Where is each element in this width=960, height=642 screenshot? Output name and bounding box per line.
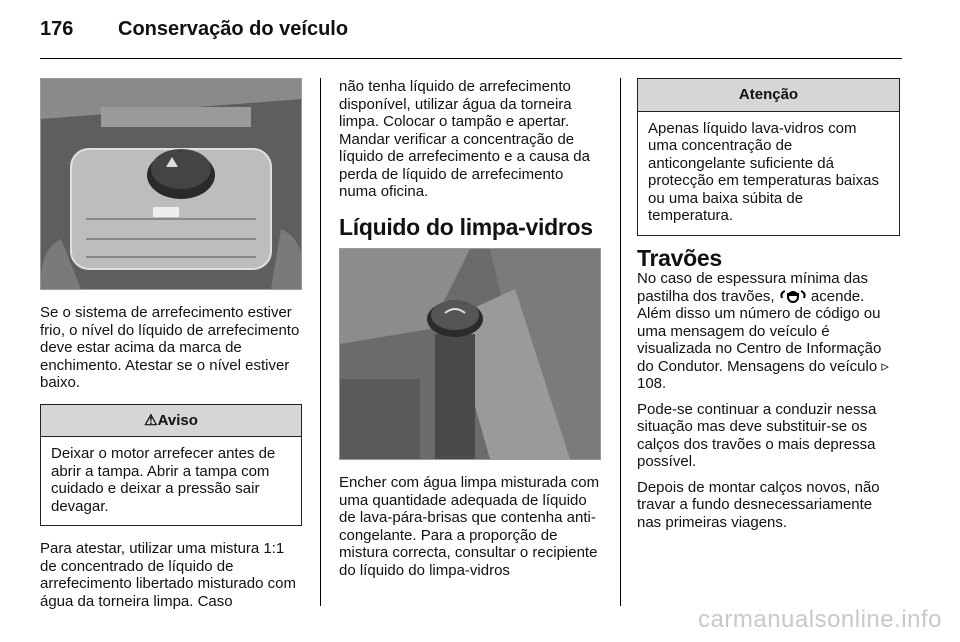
coolant-reservoir-illustration xyxy=(41,79,302,289)
notice-title: Atenção xyxy=(638,79,899,112)
brake-pad-text: No caso de espessura mínima das pastilha dos travões, acende. Além disso um número de código ou uma mensagem do veículo é visualizada no Centro de Informação do Condutor. Mensagens do veículo ▹ 108. xyxy=(637,270,889,392)
coolant-reservoir-figure xyxy=(40,78,302,290)
column-divider-1 xyxy=(320,78,321,606)
column-1 xyxy=(40,78,302,618)
watermark: carmanualsonline.info xyxy=(698,606,942,633)
column-3 xyxy=(637,78,900,539)
notice-body: Apenas líquido lava-vidros com uma concentração de anticongelante suficiente dá protecção em temperaturas baixas ou uma baixa súbita de temperatura. xyxy=(648,119,879,224)
header-rule xyxy=(40,58,902,59)
column-2 xyxy=(339,78,601,587)
page-reference-icon: ▹ xyxy=(881,357,889,375)
page-header xyxy=(40,18,348,41)
washer-reservoir-illustration xyxy=(340,249,601,459)
column-divider-2 xyxy=(620,78,621,606)
brake-new-pads-text: Depois de montar calços novos, não travar a fundo desnecessariamente nas primeiras viagens. xyxy=(637,478,880,531)
coolant-level-text: Se o sistema de arrefecimento estiver frio, o nível do líquido de arrefecimento deve estar acima da marca de enchimento. Atestar se o nível estiver baixo. xyxy=(40,304,300,391)
warning-triangle-icon: ⚠ xyxy=(144,411,158,429)
page-number: 176 xyxy=(40,18,74,40)
brake-continue-text: Pode-se continuar a conduzir nessa situação mas deve substituir-se os calços dos travões o mais depressa possível. xyxy=(637,400,877,470)
page-title: Conservação do veículo xyxy=(118,18,349,40)
brake-pad-wear-icon xyxy=(779,289,807,303)
washer-reservoir-figure xyxy=(339,248,601,460)
warning-box xyxy=(40,404,302,527)
warning-body: Deixar o motor arrefecer antes de abrir a tampa. Abrir a tampa com cuidado e deixar a pressão sair devagar. xyxy=(51,445,276,515)
brakes-heading: Travões xyxy=(637,244,722,271)
washer-fill-text: Encher com água limpa misturada com uma quantidade adequada de líquido de lava-pára-brisas que contenha anti-congelante. Para a proporção de mistura correcta, consultar o recipiente do líquido do limpa-vidros xyxy=(339,474,600,579)
coolant-refill-text: Para atestar, utilizar uma mistura 1:1 de concentrado de líquido de arrefecimento libertado misturado com água da torneira limpa. Caso xyxy=(40,540,296,610)
notice-box xyxy=(637,78,900,236)
warning-header xyxy=(41,405,301,438)
coolant-continued-text: não tenha líquido de arrefecimento disponível, utilizar água da torneira limpa. Colocar o tampão e apertar. Mandar verificar a concentração de líquido de arrefecimento e a causa da perda de líquido de arrefecimento numa oficina. xyxy=(339,78,590,200)
warning-title: Aviso xyxy=(157,411,198,429)
washer-fluid-heading: Líquido do limpa-vidros xyxy=(339,213,593,240)
